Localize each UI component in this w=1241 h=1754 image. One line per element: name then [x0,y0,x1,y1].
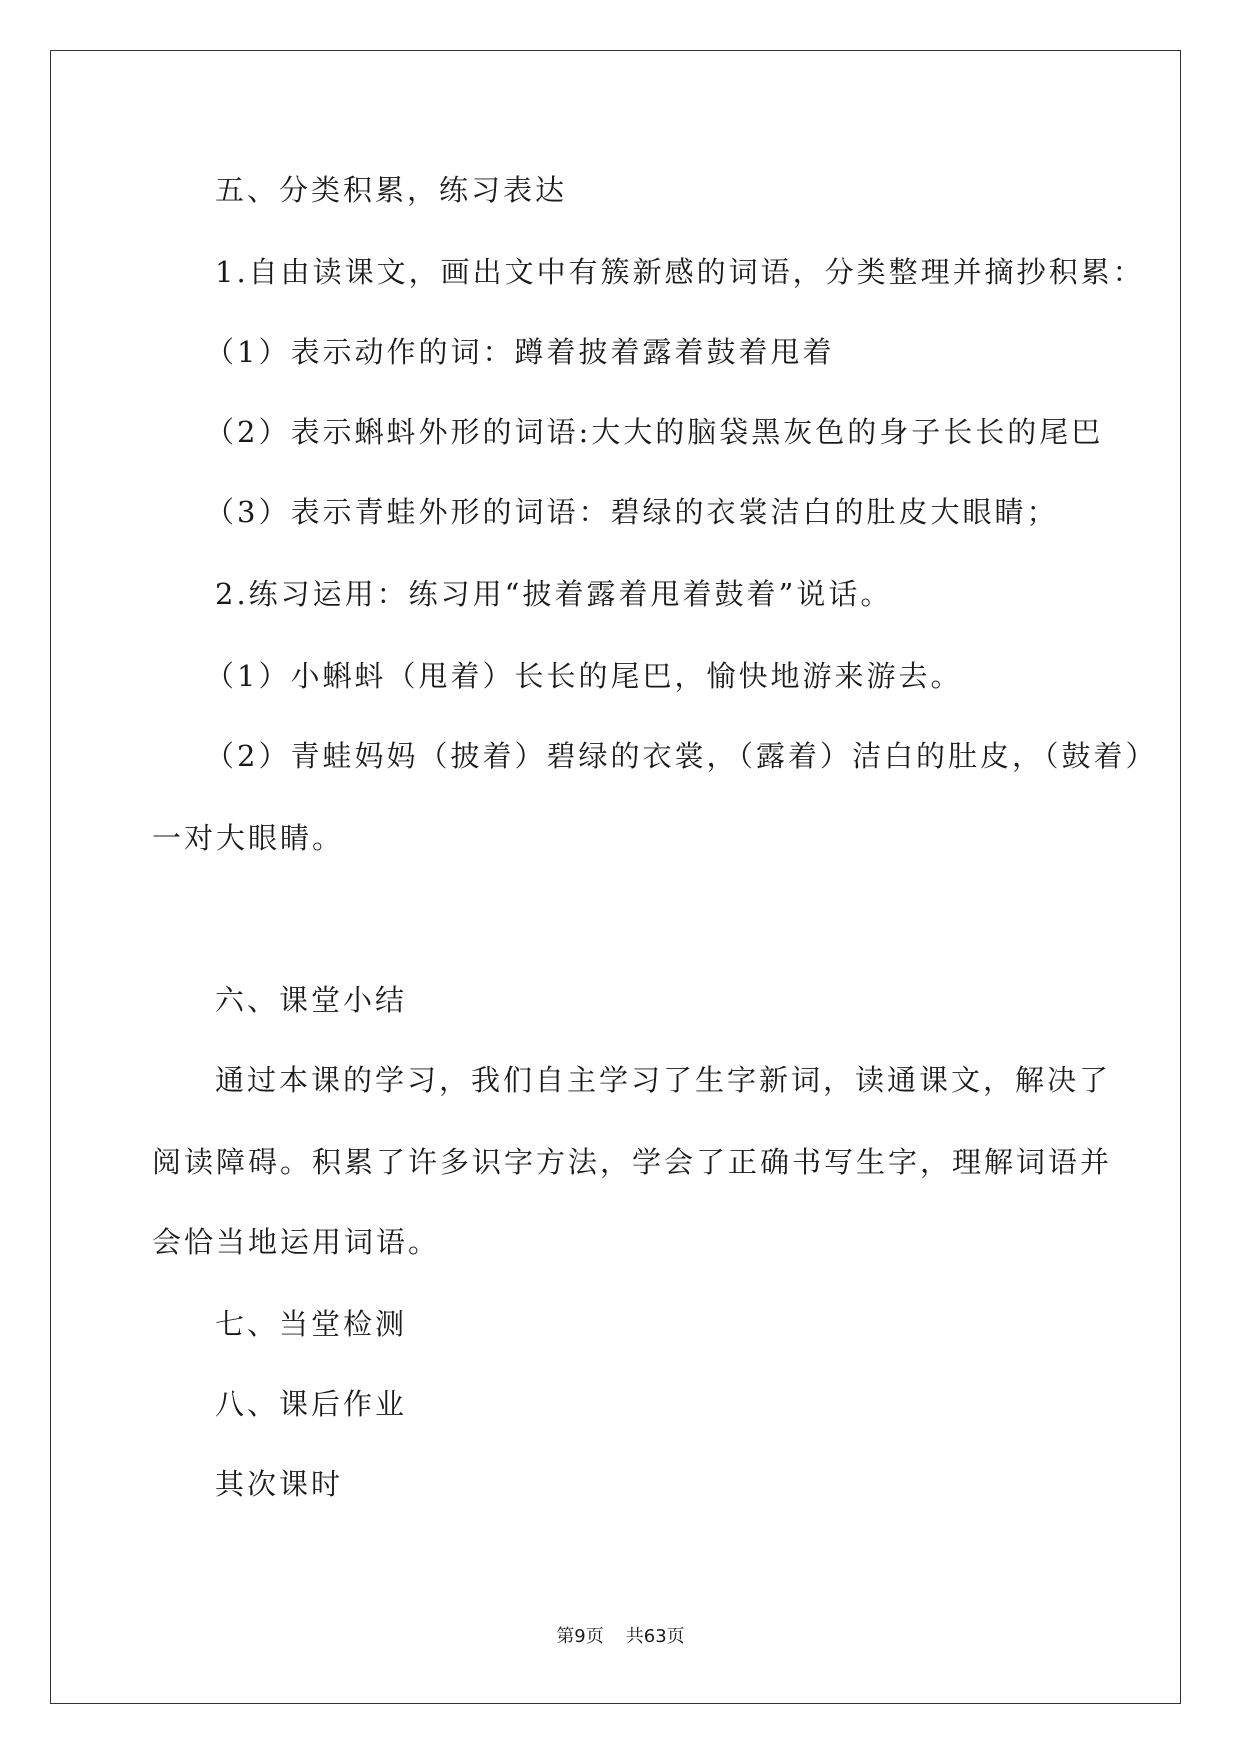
section-5-item-2-1: （1）小蝌蚪（甩着）长长的尾巴，愉快地游来游去。 [205,659,963,693]
page-total: 共63页 [625,1626,685,1647]
section-5-item-1-1: （1）表示动作的词：蹲着披着露着鼓着甩着 [205,335,835,369]
section-5-item-1-3: （3）表示青蛙外形的词语：碧绿的衣裳洁白的肚皮大眼睛； [205,495,1059,529]
section-5-item-2-2-cont: 一对大眼睛。 [152,821,345,855]
section-5-item-1: 1.自由读课文，画出文中有簇新感的词语，分类整理并摘抄积累： [215,255,1145,289]
section-5-item-2: 2.练习运用：练习用“披着露着甩着鼓着”说话。 [215,577,893,611]
section-8-heading: 八、课后作业 [215,1387,408,1421]
section-5-item-2-2: （2）青蛙妈妈（披着）碧绿的衣裳，（露着）洁白的肚皮，（鼓着） [205,739,1158,773]
section-5-item-1-2: （2）表示蝌蚪外形的词语:大大的脑袋黑灰色的身子长长的尾巴 [205,415,1104,449]
section-5-heading: 五、分类积累，练习表达 [215,173,568,207]
section-6-paragraph-line-2: 阅读障碍。积累了许多识字方法，学会了正确书写生字，理解词语并 [152,1145,1113,1179]
page-number: 第9页 [556,1626,604,1647]
section-6-heading: 六、课堂小结 [215,983,408,1017]
page-footer [0,1628,1241,1646]
page-border [50,50,1181,1704]
section-6-paragraph-line-1: 通过本课的学习，我们自主学习了生字新词，读通课文，解决了 [215,1063,1112,1097]
section-7-heading: 七、当堂检测 [215,1307,408,1341]
next-lesson-heading: 其次课时 [215,1467,344,1501]
section-6-paragraph-line-3: 会恰当地运用词语。 [152,1225,441,1259]
